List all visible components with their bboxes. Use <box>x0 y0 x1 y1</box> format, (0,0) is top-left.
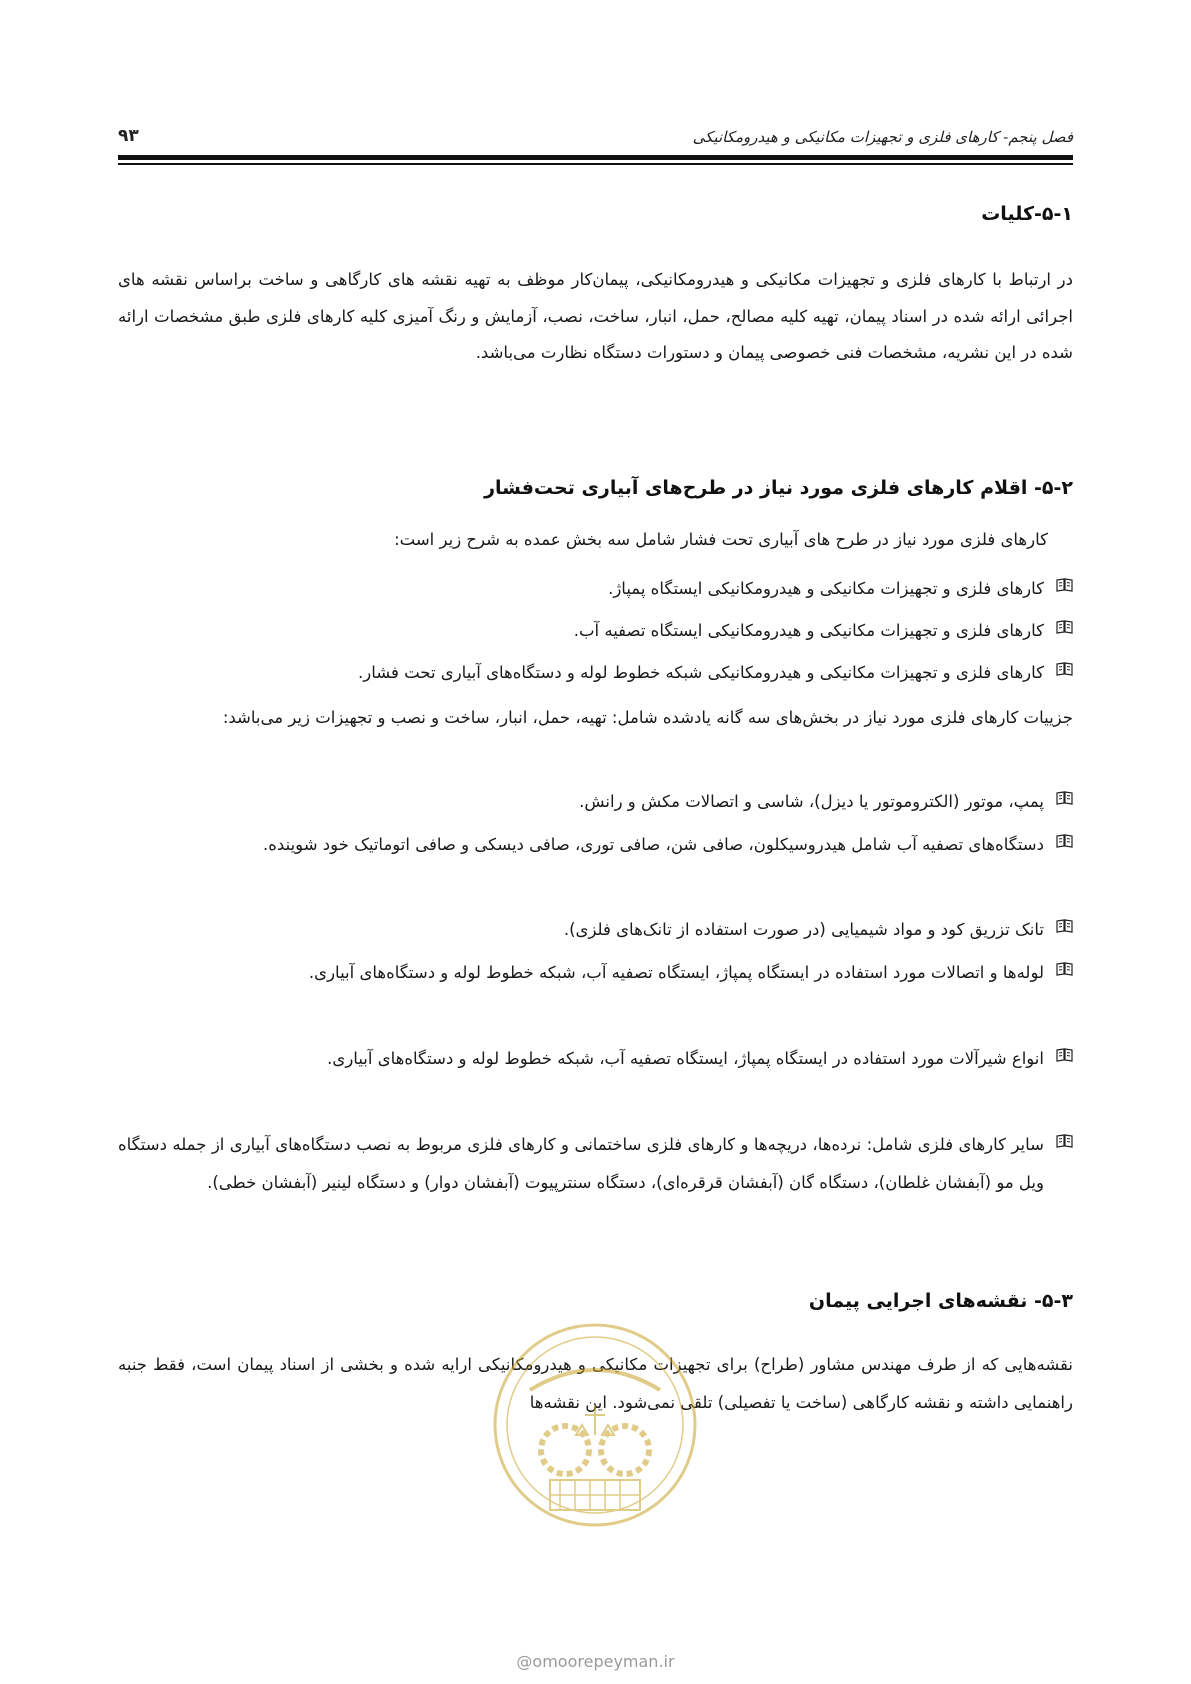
list-item <box>118 826 1073 902</box>
list-item-text: سایر کارهای فلزی شامل: نرده‌ها، دریچه‌ها و کارهای فلزی ساختمانی و کارهای فلزی مربوط به نصب دستگاه‌های آبیاری از جمله دستگاه ویل مو (آبفشان غلطان)، دستگاه گان (آبفشان قرقره‌ای)، دستگاه سنترپیوت (آبفشان دوار) و دستگاه لینیر (آبفشان خطی). <box>118 1135 1044 1192</box>
section-2-paragraph: جزییات کارهای فلزی مورد نیاز در بخش‌های سه گانه یادشده شامل: تهیه، حمل، انبار، ساخت و نصب و تجهیزات زیر می‌باشد: <box>222 708 1073 727</box>
list-item <box>118 1040 1073 1116</box>
book-icon <box>1056 1134 1073 1148</box>
running-header-title: فصل پنجم- کارهای فلزی و تجهیزات مکانیکی و هیدرومکانیکی <box>692 128 1073 146</box>
book-icon <box>1056 620 1073 634</box>
list-item <box>118 1126 1073 1240</box>
list-item <box>118 954 1073 1030</box>
list-item-text: پمپ، موتور (الکتروموتور یا دیزل)، شاسی و اتصالات مکش و رانش. <box>579 792 1044 811</box>
list-item-text: انواع شیرآلات مورد استفاده در ایستگاه پمپاژ، ایستگاه تصفیه آب، شبکه خطوط لوله و دستگاه‌های آبیاری. <box>327 1049 1044 1068</box>
watermark-site: @omoorepeyman.ir <box>516 1652 675 1671</box>
section-1-paragraph: در ارتباط با کارهای فلزی و تجهیزات مکانیکی و هیدرومکانیکی، پیمان‌کار موظف به تهیه نقشه های کارگاهی و ساخت براساس نقشه های اجرائی ارائه شده در اسناد پیمان، تهیه کلیه مصالح، حمل، انبار، ساخت، نصب، آزمایش و رنگ آمیزی کلیه کارهای فلزی طبق مشخصات ارائه شده در این نشریه، مشخصات فنی خصوصی پیمان و دستورات دستگاه نظارت می‌باشد. <box>118 270 1073 362</box>
book-icon <box>1056 662 1073 676</box>
list-item <box>118 612 1073 650</box>
list-item-text: لوله‌ها و اتصالات مورد استفاده در ایستگاه پمپاژ، ایستگاه تصفیه آب، شبکه خطوط لوله و دستگاه‌های آبیاری. <box>308 963 1044 982</box>
book-icon <box>1056 1048 1073 1062</box>
header-rule-thick <box>118 155 1073 160</box>
list-item-text: کارهای فلزی و تجهیزات مکانیکی و هیدرومکانیکی ایستگاه تصفیه آب. <box>573 621 1044 640</box>
list-item <box>118 783 1073 821</box>
list-item-text: دستگاه‌های تصفیه آب شامل هیدروسیکلون، صافی شن، صافی توری، صافی دیسکی و صافی اتوماتیک خود شوینده. <box>263 835 1044 854</box>
book-icon <box>1056 962 1073 976</box>
book-icon <box>1056 834 1073 848</box>
book-icon <box>1056 578 1073 592</box>
book-icon <box>1056 919 1073 933</box>
section-2-intro: کارهای فلزی مورد نیاز در طرح های آبیاری تحت فشار شامل سه بخش عمده به شرح زیر است: <box>394 530 1048 549</box>
section-heading-2: ۵-۲- اقلام کارهای فلزی مورد نیاز در طرح‌های آبیاری تحت‌فشار <box>484 477 1073 499</box>
list-item-text: تانک تزریق کود و مواد شیمیایی (در صورت استفاده از تانک‌های فلزی). <box>563 920 1044 939</box>
watermark-seal <box>490 1320 700 1530</box>
section-3-paragraph: نقشه‌هایی که از طرف مهندس مشاور (طراح) برای تجهیزات مکانیکی و هیدرومکانیکی ارایه شده و بخشی از اسناد پیمان است، فقط جنبه راهنمایی داشته و نقشه کارگاهی (ساخت یا تفصیلی) تلقی نمی‌شود. این نقشه‌ها <box>118 1355 1073 1412</box>
book-icon <box>1056 791 1073 805</box>
list-item-text: کارهای فلزی و تجهیزات مکانیکی و هیدرومکانیکی ایستگاه پمپاژ. <box>608 579 1044 598</box>
page-number: ۹۳ <box>118 126 139 146</box>
section-heading-3: ۵-۳- نقشه‌های اجرایی پیمان <box>808 1290 1073 1312</box>
list-item <box>118 654 1073 692</box>
section-heading-1: ۵-۱-کلیات <box>981 203 1073 225</box>
list-item <box>118 570 1073 608</box>
header-rule-thin <box>118 163 1073 165</box>
list-item-text: کارهای فلزی و تجهیزات مکانیکی و هیدرومکانیکی شبکه خطوط لوله و دستگاه‌های آبیاری تحت فشار. <box>358 663 1044 682</box>
list-item <box>118 911 1073 949</box>
